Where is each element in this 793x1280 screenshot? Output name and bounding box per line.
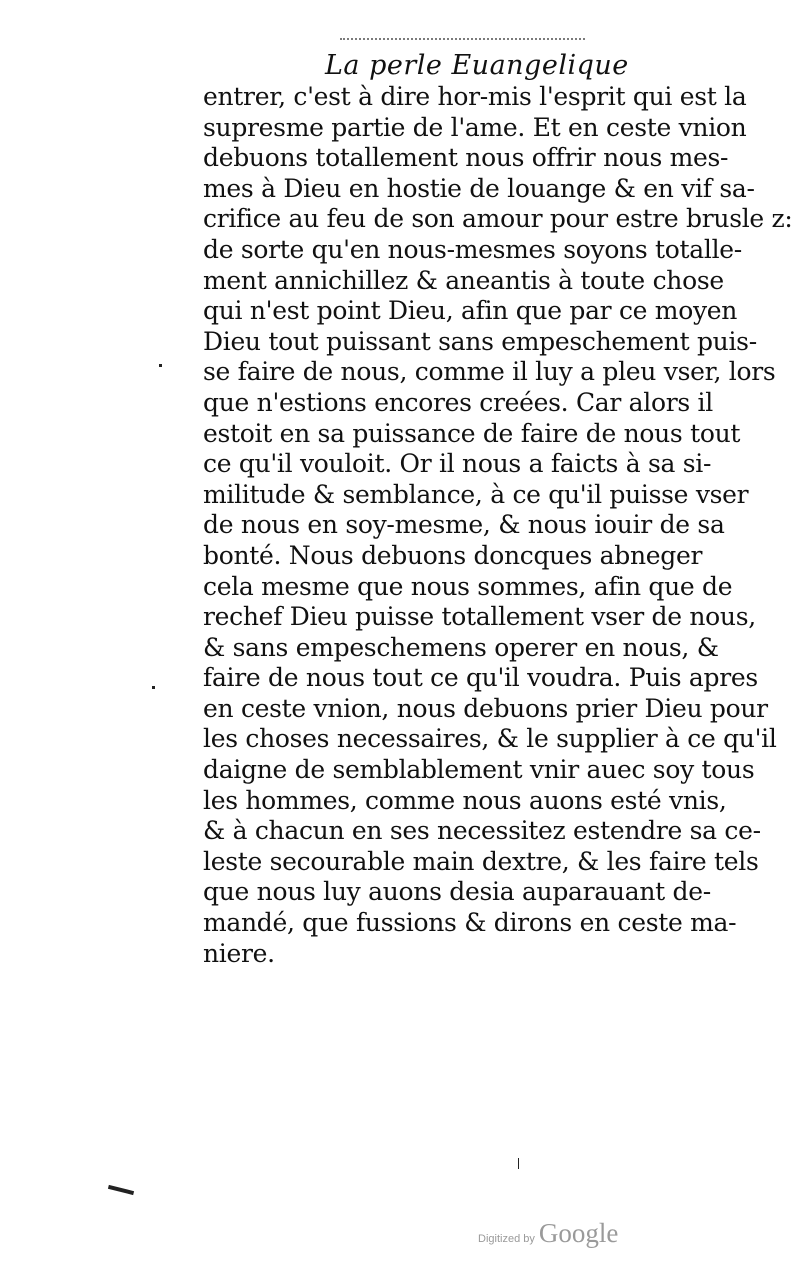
watermark-logo-text: Google [538,1218,619,1248]
ink-speck [152,686,155,689]
top-ink-marks [340,38,585,48]
text-line: qui n'est point Dieu, afin que par ce moyen [203,296,738,326]
body-text [203,82,793,969]
text-line: rechef Dieu puisse totallement vser de nous, [203,602,756,632]
text-line: daigne de semblablement vnir auec soy tous [203,755,755,785]
watermark-small-text: Digitized by [478,1233,535,1245]
binding-mark [108,1185,134,1195]
text-line: cela mesme que nous sommes, afin que de [203,571,733,601]
text-line: bonté. Nous debuons doncques abneger [203,540,703,570]
text-line: supresme partie de l'ame. Et en ceste vnion [203,112,747,142]
text-line: se faire de nous, comme il luy a pleu vser, lors [203,357,776,387]
ink-speck [159,364,162,367]
text-line: que n'estions encores creées. Car alors il [203,387,713,417]
text-line: crifice au feu de son amour pour estre brusle z: [203,204,793,234]
text-line: debuons totallement nous offrir nous mes- [203,143,729,173]
text-line: & à chacun en ses necessitez estendre sa ce- [203,816,761,846]
text-line: en ceste vnion, nous debuons prier Dieu pour [203,693,768,723]
digitized-by-google-watermark [478,1218,618,1249]
text-line: ment annichillez & aneantis à toute chose [203,265,724,295]
text-line: leste secourable main dextre, & les faire tels [203,846,759,876]
text-line: militude & semblance, à ce qu'il puisse vser [203,479,749,509]
text-line: faire de nous tout ce qu'il voudra. Puis apres [203,663,758,693]
text-line: les choses necessaires, & le supplier à ce qu'il [203,724,777,754]
text-line: entrer, c'est à dire hor-mis l'esprit qui est la [203,82,747,111]
text-line: & sans empeschemens operer en nous, & [203,632,719,662]
text-line: les hommes, comme nous auons esté vnis, [203,785,727,815]
text-line: de sorte qu'en nous-mesmes soyons totalle- [203,234,742,264]
text-line: mes à Dieu en hostie de louange & en vif sa- [203,173,755,203]
text-line: que nous luy auons desia auparauant de- [203,877,711,907]
text-line: Dieu tout puissant sans empeschement puis- [203,326,757,356]
text-line: ce qu'il vouloit. Or il nous a faicts à sa si- [203,449,712,479]
text-line: mandé, que fussions & dirons en ceste ma- [203,908,737,938]
text-line: estoit en sa puissance de faire de nous tout [203,418,741,448]
text-line: de nous en soy-mesme, & nous iouir de sa [203,510,725,540]
ink-speck [518,1158,519,1169]
running-title: La perle Euangelique [325,50,629,81]
text-line: niere. [203,938,275,968]
